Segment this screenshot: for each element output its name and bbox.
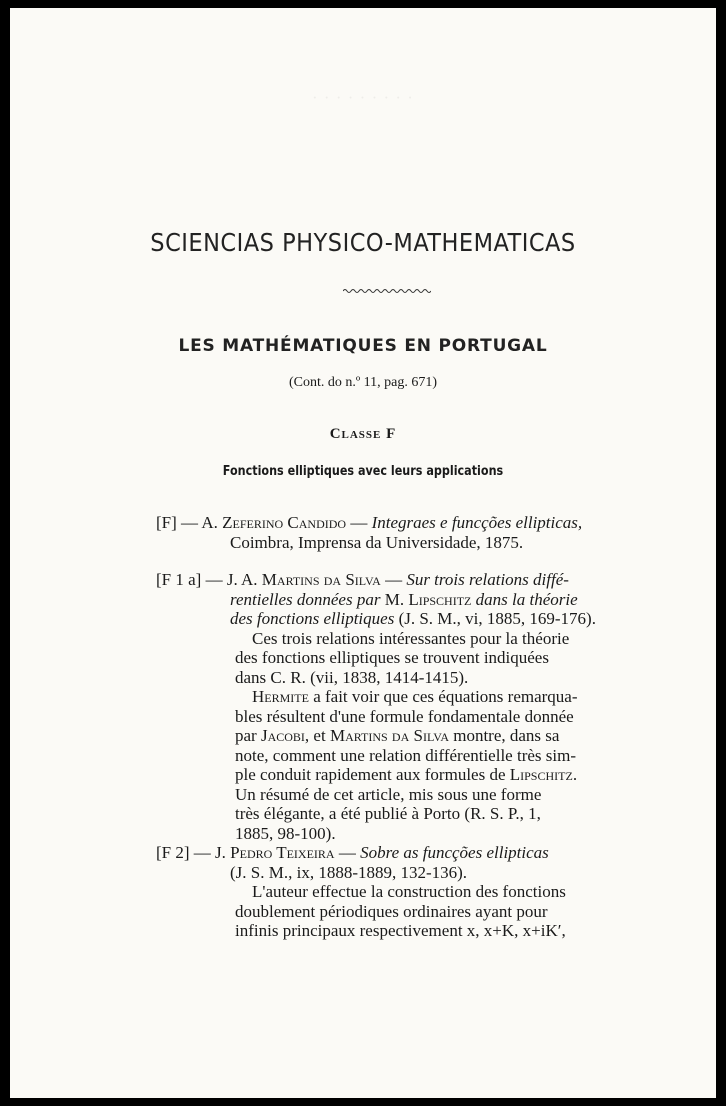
entry-summary-line: bles résultent d'une formule fondamentale donnée — [235, 706, 574, 726]
entry-title: Sur trois relations diffé- — [406, 570, 569, 589]
entry-summary-line: Ces trois relations intéressantes pour la théorie — [252, 628, 570, 648]
entry-text: , et — [304, 726, 330, 745]
entry-code: [F] — A. — [156, 513, 223, 532]
entry-summary-line: note, comment une relation différentielle très sim- — [235, 745, 576, 765]
entry-code: [F 2] — J. — [156, 843, 231, 862]
entry-name: Jacobi — [260, 726, 305, 745]
entry-name: Lipschitz — [509, 765, 573, 784]
entry-name: Lipschitz — [408, 589, 472, 609]
subsection-heading: Fonctions elliptiques avec leurs applications — [222, 464, 504, 479]
entry-name: Martins da Silva — [329, 726, 449, 745]
entry-text: montre, dans sa — [448, 726, 560, 745]
entry-code: [F 1 a] — J. A. — [156, 570, 262, 589]
entry-title: Sobre as funcções ellipticas — [360, 843, 549, 862]
entry-publication: (J. S. M., vi, 1885, 169-176). — [394, 609, 596, 628]
entry-summary-line: infinis principaux respectivement x, x+K, x+iK′, — [235, 921, 566, 940]
entry-f2 — [156, 843, 636, 941]
entry-f1a — [156, 570, 636, 843]
document-page — [10, 8, 716, 1098]
entry-summary-line: très élégante, a été publié à Porto (R. S. P., 1, — [235, 804, 541, 823]
entry-summary-line — [156, 726, 636, 746]
ornament-divider — [343, 288, 431, 294]
entry-separator: — — [380, 570, 407, 589]
entry-summary-line: 1885, 98-100). — [235, 823, 336, 843]
entry-summary-line: des fonctions elliptiques se trouvent indiquées — [235, 648, 549, 667]
entry-summary-line: L'auteur effectue la construction des fonctions — [252, 882, 566, 901]
entry-text: par — [235, 726, 261, 745]
entry-summary-line — [156, 687, 636, 707]
section-title: SCIENCIAS PHYSICO-MATHEMATICAS — [150, 228, 576, 257]
entry-summary-line: Un résumé de cet article, mis sous une forme — [235, 784, 542, 804]
entry-title: rentielles données par — [230, 589, 381, 609]
entry-author: Martins da Silva — [261, 570, 381, 589]
entry-line — [156, 513, 636, 533]
bleed-through-text: · · · · · · · · · — [312, 88, 414, 107]
article-title: LES MATHÉMATIQUES EN PORTUGAL — [178, 336, 548, 356]
entry-title: Integraes e funcções ellipticas, — [371, 513, 583, 532]
entry-summary-line: doublement périodiques ordinaires ayant pour — [235, 901, 548, 921]
classe-heading: Classe F — [329, 426, 397, 442]
entry-text: M. — [380, 589, 409, 609]
entry-text: ple conduit rapidement aux formules de — [235, 765, 510, 784]
entry-line — [156, 609, 636, 629]
continuation-note: (Cont. do n.º 11, pag. 671) — [288, 375, 438, 390]
entry-line — [156, 590, 636, 610]
entry-title: des fonctions elliptiques — [230, 609, 395, 628]
entry-text: a fait voir que ces équations remarqua- — [308, 687, 578, 706]
entry-name: Hermite — [252, 687, 309, 706]
entry-line — [156, 570, 636, 590]
entry-separator: — — [334, 843, 361, 862]
entry-author: Zeferino Candido — [222, 513, 347, 532]
entry-summary-line: dans C. R. (vii, 1838, 1414-1415). — [235, 667, 469, 687]
entry-publication: (J. S. M., ix, 1888-1889, 132-136). — [230, 862, 468, 882]
entry-f — [156, 513, 636, 552]
entry-title: dans la théorie — [471, 589, 578, 609]
entry-separator: — — [346, 513, 372, 532]
entry-line — [156, 843, 636, 863]
entry-publication: Coimbra, Imprensa da Universidade, 1875. — [230, 532, 524, 552]
entry-summary-line — [156, 765, 636, 785]
entry-text: . — [572, 765, 578, 784]
entry-author: Pedro Teixeira — [230, 843, 335, 862]
